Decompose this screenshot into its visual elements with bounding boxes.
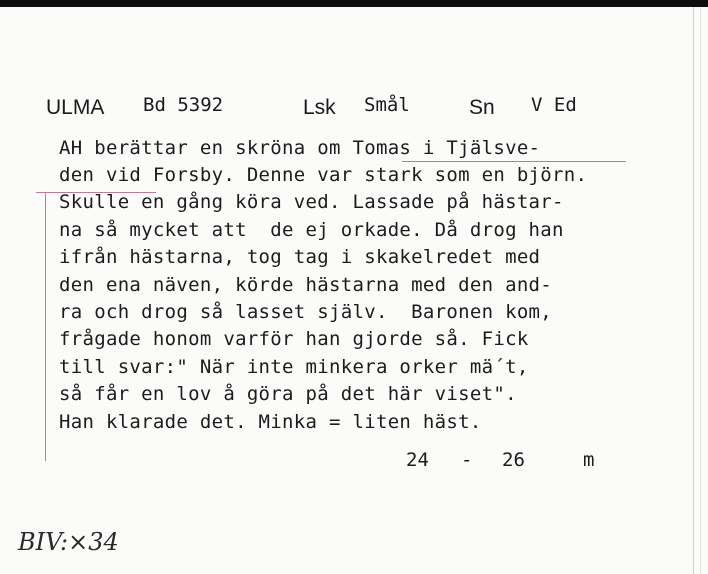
body-line: ra och drog så lasset själv. Baronen kom,: [59, 301, 553, 323]
body-line: na så mycket att de ej orkade. Då drog han: [59, 219, 564, 241]
body-line: så får en lov å göra på det här viset".: [59, 383, 517, 405]
sn-value: V Ed: [531, 94, 577, 116]
card-edge-2: [700, 7, 701, 574]
name-underline: [402, 161, 626, 162]
lsk-label: Lsk: [303, 96, 336, 119]
sn-label: Sn: [469, 96, 495, 119]
body-line: till svar:" När inte minkera orker mä´t,: [59, 356, 529, 378]
handwritten-note: BIV:×34: [18, 528, 119, 556]
top-border: [0, 0, 708, 7]
body-line: Skulle en gång köra ved. Lassade på hästar-: [59, 191, 564, 213]
body-line: den ena näven, körde hästarna med den and-: [59, 274, 553, 296]
body-line: AH berättar en skröna om Tomas i Tjälsve-: [59, 137, 541, 159]
page-from: 24: [406, 449, 429, 471]
body-line: frågade honom varför han gjorde så. Fick: [59, 328, 529, 350]
page-to: 26: [502, 449, 525, 471]
body-line: den vid Forsby. Denne var stark som en björn.: [59, 164, 588, 186]
body-line: Han klarade det. Minka = liten häst.: [59, 411, 482, 433]
lsk-value: Smål: [364, 94, 410, 116]
card-edge: [693, 7, 694, 574]
margin-mark: [45, 193, 46, 461]
ulma-label: ULMA: [46, 96, 105, 119]
body-line: ifrån hästarna, tog tag i skakelredet med: [59, 246, 541, 268]
page-dash: -: [461, 449, 473, 471]
unit-label: m: [583, 449, 595, 471]
archive-number: Bd 5392: [143, 94, 224, 116]
